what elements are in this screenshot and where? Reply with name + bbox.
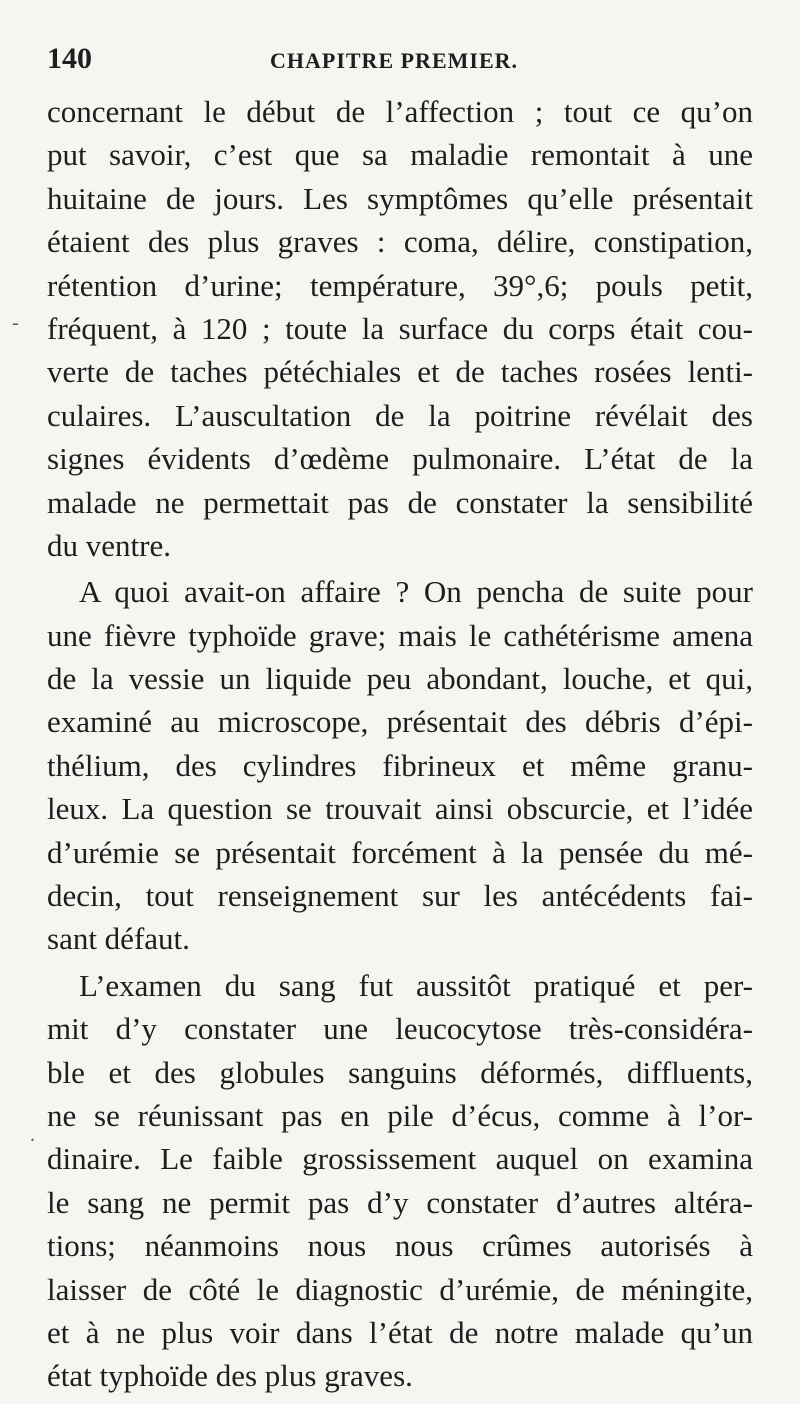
running-head: CHAPITRE PREMIER. [270, 48, 519, 73]
text-line: verte de taches pétéchiales et de taches rosées lenti- [47, 354, 753, 390]
text-line: fréquent, à 120 ; toute la surface du corps était cou- [47, 310, 753, 346]
text-line: du ventre. [47, 527, 171, 563]
text-line: concernant le début de l’affection ; tout ce qu’on [47, 94, 753, 129]
text-line: L’examen du sang fut aussitôt pratiqué et per- [79, 967, 753, 1003]
text-line: ne se réunissant pas en pile d’écus, comme à l’or- [47, 1097, 753, 1133]
text-line: decin, tout renseignement sur les antécédents fai- [47, 878, 753, 914]
text-line: une fièvre typhoïde grave; mais le cathétérisme amena [47, 617, 753, 653]
paragraph-3 [47, 964, 753, 1398]
text-line: put savoir, c’est que sa maladie remontait à une [47, 137, 753, 173]
body-text [47, 90, 753, 1398]
text-line: de la vessie un liquide peu abondant, louche, et qui, [47, 661, 753, 697]
text-line: signes évidents d’œdème pulmonaire. L’état de la [47, 441, 753, 477]
text-line: rétention d’urine; température, 39°,6; pouls petit, [47, 267, 753, 303]
text-line: laisser de côté le diagnostic d’urémie, de méningite, [47, 1271, 753, 1307]
margin-mark: - [12, 312, 19, 334]
text-line: A quoi avait-on affaire ? On pencha de suite pour [79, 574, 753, 610]
text-line: ble et des globules sanguins déformés, diffluents, [47, 1054, 753, 1090]
text-line: sant défaut. [47, 921, 190, 957]
text-line: état typhoïde des plus graves. [47, 1358, 413, 1394]
text-line: examiné au microscope, présentait des débris d’épi- [47, 704, 753, 740]
text-line: le sang ne permit pas d’y constater d’autres altéra- [47, 1184, 753, 1220]
text-line: tions; néanmoins nous nous crûmes autorisés à [47, 1228, 753, 1264]
paragraph-2 [47, 570, 753, 961]
page-number: 140 [47, 42, 92, 75]
text-line: mit d’y constater une leucocytose très-considéra- [47, 1011, 753, 1047]
text-line: malade ne permettait pas de constater la sensibilité [47, 484, 753, 520]
text-line: et à ne plus voir dans l’état de notre malade qu’un [47, 1314, 753, 1350]
margin-mark: . [30, 1124, 35, 1146]
text-line: thélium, des cylindres fibrineux et même granu- [47, 747, 753, 783]
text-line: leux. La question se trouvait ainsi obscurcie, et l’idée [47, 791, 753, 827]
page-header [47, 40, 747, 80]
text-line: d’urémie se présentait forcément à la pensée du mé- [47, 834, 753, 870]
paragraph-1 [47, 90, 753, 567]
text-line: étaient des plus graves : coma, délire, constipation, [47, 224, 753, 260]
text-line: culaires. L’auscultation de la poitrine révélait des [47, 397, 753, 433]
text-line: dinaire. Le faible grossissement auquel on examina [47, 1141, 753, 1177]
text-line: huitaine de jours. Les symptômes qu’elle présentait [47, 180, 753, 216]
